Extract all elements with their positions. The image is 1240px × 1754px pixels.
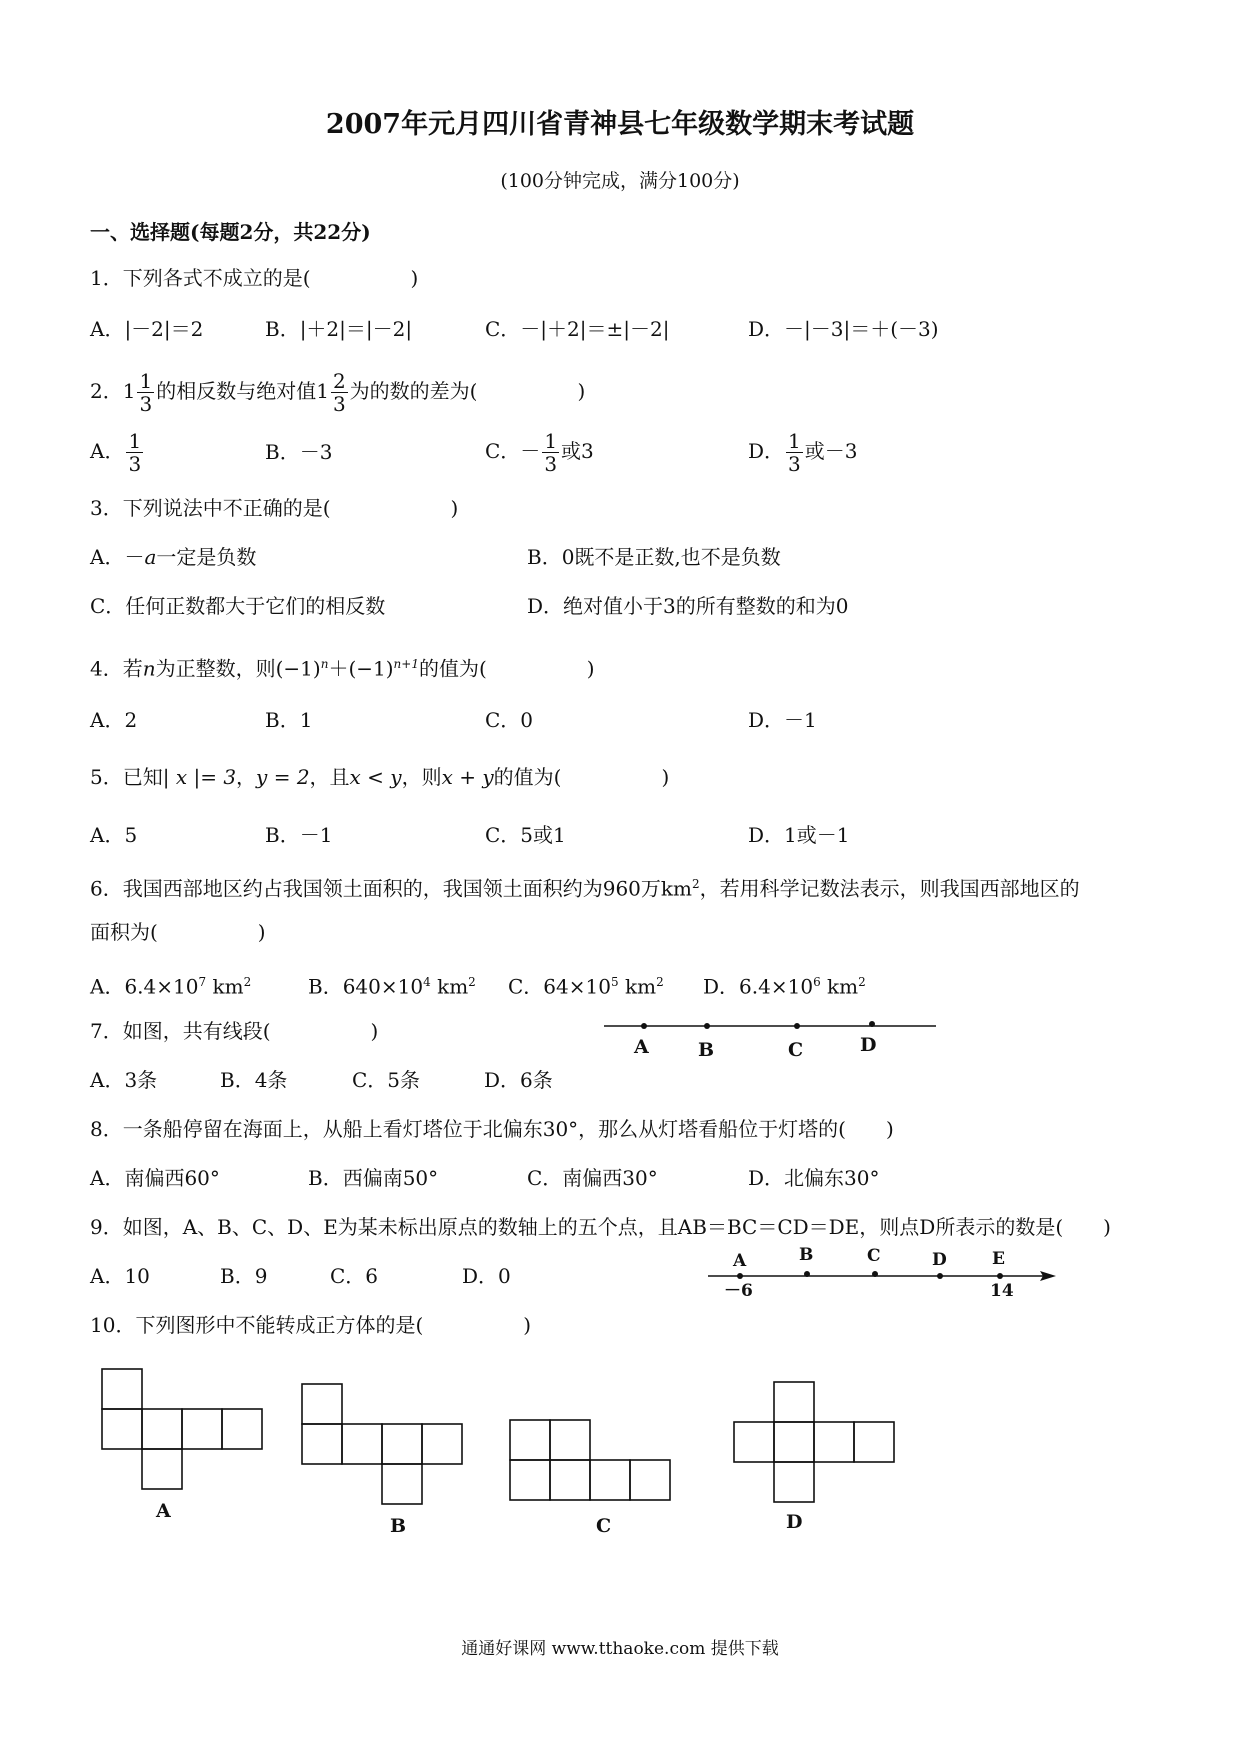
- question-2-post-text: 为的数的差为( ): [349, 379, 586, 403]
- question-6-option-d-exponent: 6: [813, 975, 821, 989]
- question-5-stem: [90, 763, 669, 791]
- question-9-option-c: C．6: [330, 1264, 379, 1288]
- question-6-option-c-exponent: 5: [610, 975, 619, 989]
- question-3-option-b: B．0既不是正数,也不是负数: [527, 545, 781, 569]
- question-3-option-a-variable: a: [144, 545, 157, 569]
- cube-net-a-label: A: [156, 1500, 171, 1522]
- question-5-condition-3: x < y: [349, 765, 402, 789]
- question-4-option-a: A．2: [90, 708, 138, 732]
- question-8-option-b: B．西偏南50°: [308, 1166, 439, 1190]
- question-6-option-c-unit-exponent: 2: [656, 975, 664, 989]
- question-2-middle-text: 的相反数与绝对值: [156, 379, 317, 403]
- question-9-stem: 9．如图，A、B、C、D、E为某未标出原点的数轴上的五个点，且AB＝BC＝CD＝DE，则点D所表示的数是( ): [90, 1215, 1111, 1239]
- question-2-option-c: [485, 430, 594, 475]
- question-2-mixed-2-whole: 1: [316, 379, 329, 403]
- question-6-option-d-base: D．6.4×10: [703, 974, 814, 999]
- cube-net-c-label: C: [596, 1515, 612, 1537]
- question-5-option-d: D．1或－1: [748, 823, 850, 847]
- question-7-option-b: B．4条: [220, 1068, 288, 1092]
- number-line-value-right: 14: [990, 1281, 1014, 1300]
- question-1-option-a: A．|－2|＝2: [90, 317, 204, 341]
- question-3-option-a-suffix: 一定是负数: [156, 545, 257, 569]
- page-subtitle: (100分钟完成，满分100分): [500, 170, 740, 192]
- question-7-option-a: A．3条: [90, 1068, 158, 1092]
- question-5-option-c: C．5或1: [485, 823, 566, 847]
- number-line-point-c: [872, 1271, 878, 1277]
- question-5-condition-2: y = 2: [256, 765, 310, 789]
- question-5-post-text: 的值为( ): [493, 765, 670, 789]
- question-6-option-c-unit: km: [618, 974, 657, 999]
- question-5-prefix: 5．已知: [90, 765, 163, 789]
- number-line-point-a: [737, 1273, 743, 1279]
- segment-label-d: D: [860, 1034, 877, 1056]
- question-5-separator-3: ，则: [401, 765, 442, 789]
- number-line-value-left: －6: [724, 1281, 753, 1300]
- question-4-stem: [90, 650, 595, 683]
- page-footer: 通通好课网 www.tthaoke.com 提供下载: [461, 1639, 779, 1659]
- number-line-label-d: D: [932, 1250, 947, 1270]
- question-3-option-c: C．任何正数都大于它们的相反数: [90, 594, 386, 618]
- number-line-point-e: [997, 1273, 1003, 1279]
- question-8-option-a: A．南偏西60°: [90, 1166, 220, 1190]
- question-5-separator-1: ，: [236, 765, 257, 789]
- question-4-post-text: 的值为( ): [418, 656, 595, 681]
- page-title: 2007年元月四川省青神县七年级数学期末考试题: [325, 109, 915, 140]
- question-6-option-a-unit: km: [206, 974, 244, 999]
- question-8-option-d: D．北偏东30°: [748, 1166, 880, 1190]
- question-4-variable: n: [142, 656, 156, 681]
- question-4-option-d: D．－1: [748, 708, 817, 732]
- question-2-option-d-numerator: 1: [788, 429, 801, 453]
- question-3-option-a: [90, 543, 256, 571]
- question-8-option-c: C．南偏西30°: [527, 1166, 658, 1190]
- question-6-line-1-text: 6．我国西部地区约占我国领土面积的，我国领土面积约为960万km: [90, 876, 692, 901]
- question-2-option-a-numerator: 1: [128, 429, 142, 453]
- question-6-line-1-post: ，若用科学记数法表示，则我国西部地区的: [699, 876, 1080, 901]
- segment-point-b: [704, 1023, 710, 1029]
- question-2-mixed-1-whole: 1: [122, 379, 136, 403]
- question-4-expression-2: ＋(−1): [328, 656, 394, 681]
- question-9-option-b: B．9: [220, 1264, 268, 1288]
- question-2-option-d-denominator: 3: [788, 452, 801, 476]
- question-8-stem: 8．一条船停留在海面上，从船上看灯塔位于北偏东30°，那么从灯塔看船位于灯塔的( ): [90, 1117, 894, 1141]
- question-6-option-d-unit: km: [820, 974, 859, 999]
- number-line-label-e: E: [992, 1249, 1005, 1269]
- question-3-stem: 3．下列说法中不正确的是( ): [90, 496, 459, 520]
- question-6-option-b-base: B．640×10: [308, 974, 424, 999]
- question-1-option-c: C．－|＋2|＝±|－2|: [485, 317, 670, 341]
- question-2-fraction-1: [137, 370, 154, 415]
- question-2-option-c-numerator: 1: [544, 429, 558, 453]
- question-6-option-c-base: C．64×10: [508, 974, 611, 999]
- question-2-option-c-fraction: [542, 430, 559, 475]
- question-2-fraction-1-denominator: 3: [139, 392, 153, 416]
- question-5-option-a: A．5: [90, 823, 138, 847]
- number-line-label-b: B: [799, 1245, 814, 1265]
- question-5-option-b: B．－1: [265, 823, 333, 847]
- cube-net-a: [98, 1365, 268, 1525]
- question-6-option-a-unit-exponent: 2: [243, 975, 252, 989]
- question-4-option-b: B．1: [265, 708, 313, 732]
- question-5-expression: x + y: [441, 765, 494, 789]
- question-6-option-c: [508, 968, 664, 1001]
- question-2-option-a-denominator: 3: [128, 452, 142, 476]
- number-line-point-d: [937, 1273, 943, 1279]
- question-6-option-b: [308, 968, 476, 1001]
- question-2-fraction-2-denominator: 3: [332, 392, 346, 416]
- segment-point-c: [794, 1023, 800, 1029]
- section-heading: 一、选择题(每题2分，共22分): [90, 220, 371, 244]
- question-2-option-c-denominator: 3: [544, 452, 558, 476]
- question-9-number-line: [700, 1240, 1060, 1300]
- question-4-option-c: C．0: [485, 708, 534, 732]
- segment-label-a: A: [634, 1036, 649, 1058]
- question-6-option-a: [90, 968, 251, 1001]
- question-6-option-d-unit-exponent: 2: [858, 975, 866, 989]
- question-2-option-d: [748, 430, 858, 475]
- question-2-option-c-suffix: 或3: [561, 439, 594, 463]
- question-4-prefix: 4．若: [90, 656, 143, 681]
- segment-label-c: C: [788, 1039, 804, 1060]
- question-2-option-c-prefix: C．－: [485, 439, 541, 463]
- question-2-option-d-prefix: D．: [748, 439, 785, 463]
- cube-net-b-label: B: [390, 1515, 407, 1537]
- question-7-stem: 7．如图，共有线段( ): [90, 1019, 379, 1043]
- question-2-fraction-2: [331, 370, 348, 415]
- cube-net-b: [298, 1380, 468, 1540]
- question-6-line-2: 面积为( ): [90, 920, 266, 944]
- question-4-exponent-2: n+1: [393, 657, 419, 671]
- question-4-exponent-1: n: [320, 657, 329, 671]
- question-2-fraction-1-numerator: 1: [139, 369, 153, 393]
- question-6-line-1-superscript: 2: [691, 877, 700, 891]
- cube-net-d-label: D: [786, 1511, 803, 1533]
- number-line-label-a: A: [733, 1251, 747, 1271]
- question-2-option-b: B．－3: [265, 440, 333, 464]
- question-2-stem: [90, 370, 585, 415]
- question-2-prefix: 2．: [90, 379, 123, 403]
- question-2-option-d-suffix: 或－3: [804, 439, 858, 463]
- question-7-option-c: C．5条: [352, 1068, 421, 1092]
- cube-net-d: [730, 1378, 900, 1548]
- number-line-label-c: C: [867, 1246, 881, 1266]
- question-6-line-1: [90, 870, 1080, 903]
- question-5-separator-2: ，且: [309, 765, 350, 789]
- question-9-option-a: A．10: [90, 1264, 150, 1288]
- question-2-fraction-2-numerator: 2: [332, 369, 346, 393]
- question-2-option-a-prefix: A．: [90, 439, 125, 463]
- question-1-option-b: B．|＋2|＝|－2|: [265, 317, 413, 341]
- question-2-option-a-fraction: [126, 430, 143, 475]
- question-6-option-b-exponent: 4: [423, 975, 431, 989]
- question-4-expression-1: (−1): [275, 656, 321, 681]
- segment-label-b: B: [698, 1039, 715, 1060]
- question-10-stem: 10．下列图形中不能转成正方体的是( ): [90, 1313, 532, 1337]
- question-9-option-d: D．0: [462, 1264, 511, 1288]
- question-6-option-d: [703, 968, 866, 1001]
- question-7-option-d: D．6条: [484, 1068, 553, 1092]
- question-2-option-d-fraction: [786, 430, 803, 475]
- question-1-option-d: D．－|－3|＝＋(－3): [748, 317, 939, 341]
- cube-net-c: [506, 1416, 676, 1546]
- question-4-middle-text: 为正整数，则: [155, 656, 276, 681]
- question-3-option-a-prefix: A．－: [90, 545, 145, 569]
- question-2-option-a: [90, 430, 145, 475]
- question-3-option-d: D．绝对值小于3的所有整数的和为0: [527, 594, 849, 618]
- number-line-point-b: [804, 1271, 810, 1277]
- question-6-option-b-unit: km: [430, 974, 469, 999]
- segment-point-a: [641, 1023, 647, 1029]
- question-6-option-a-base: A．6.4×10: [90, 974, 199, 999]
- question-5-condition-1: | x |= 3: [162, 765, 237, 789]
- question-6-option-a-exponent: 7: [198, 975, 207, 989]
- segment-point-d: [869, 1021, 875, 1027]
- question-1-stem: 1．下列各式不成立的是( ): [90, 266, 419, 290]
- question-6-option-b-unit-exponent: 2: [468, 975, 476, 989]
- question-7-segment-figure: [600, 1010, 940, 1060]
